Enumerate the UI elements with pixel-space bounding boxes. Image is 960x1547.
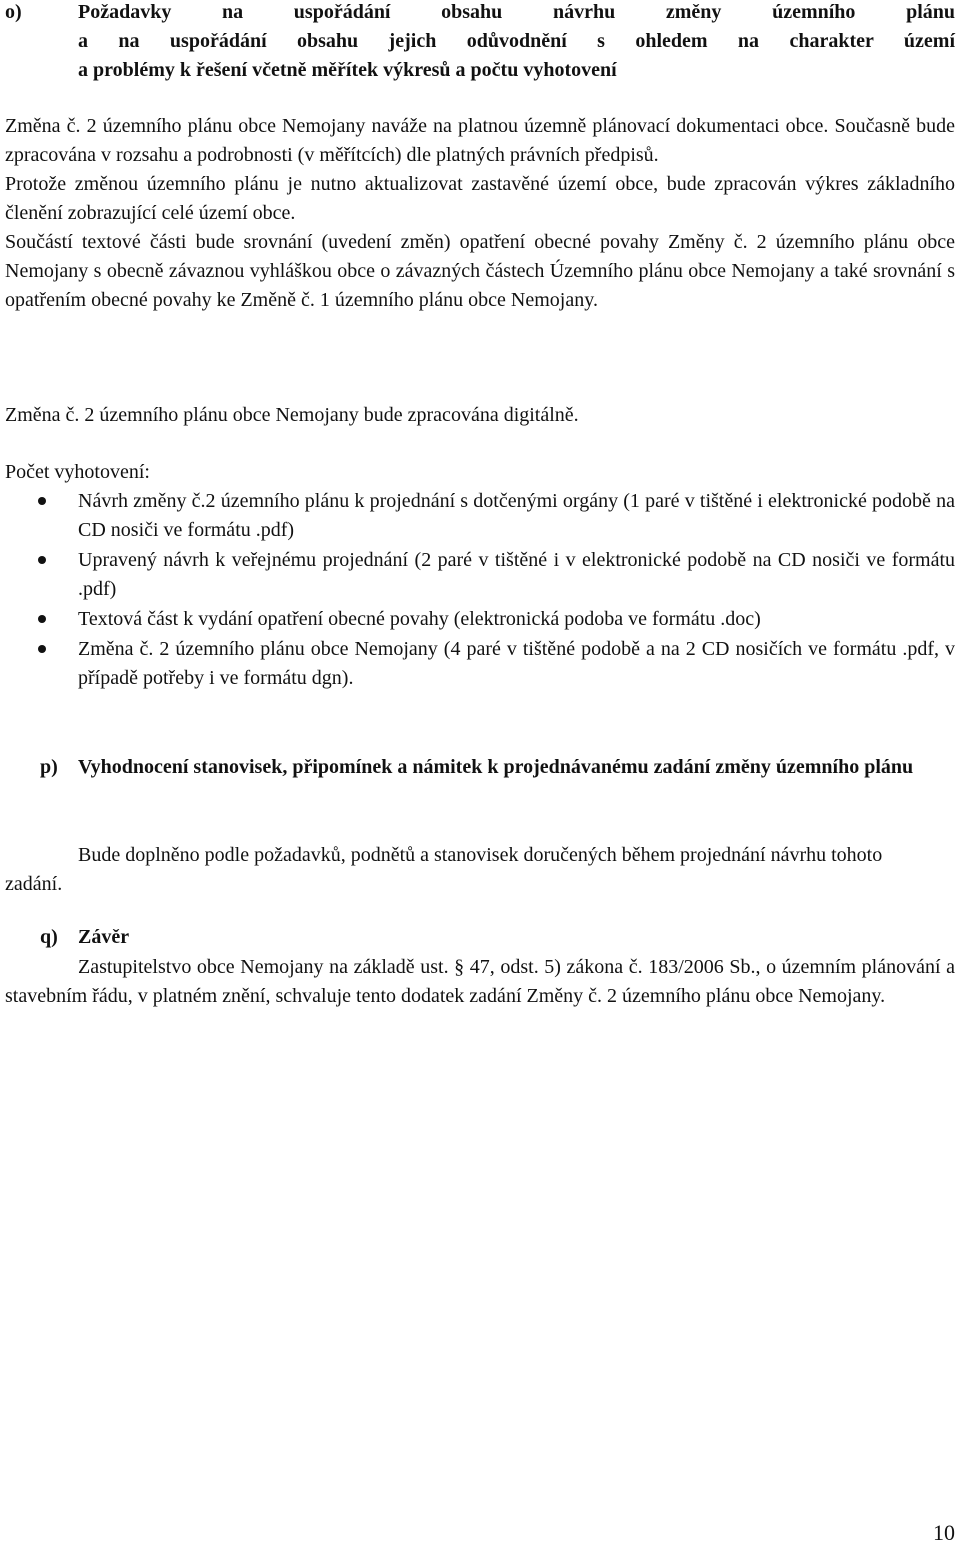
paragraph-3: Součástí textové části bude srovnání (uvedení změn) opatření obecné povahy Změny č. 2 územního plánu obce Nemojany s obecně závaznou vyhláškou obce o závazných částech Územního plánu obce Nemojany a také srovnání s opatřením obecné povahy ke Změně č. 1 územního plánu obce Nemojany.: [5, 231, 955, 311]
section-o-title-line2: a na uspořádání obsahu jejich odůvodnění s ohledem na charakter území: [78, 30, 955, 52]
section-p-heading: [5, 753, 955, 782]
section-p-paragraph: Bude doplněno podle požadavků, podnětů a stanovisek doručených během projednání návrhu tohoto zadání.: [5, 844, 883, 895]
section-o-title-line1: Požadavky na uspořádání obsahu návrhu změny územního plánu: [78, 1, 955, 23]
section-o-digital: [5, 401, 955, 430]
paragraph-1: Změna č. 2 územního plánu obce Nemojany naváže na platnou územně plánovací dokumentaci obce. Současně bude zpracována v rozsahu a podrobnosti (v měřítcích) dle platných právních předpisů.: [5, 115, 955, 166]
section-q-body: [5, 953, 955, 1011]
copies-title: Počet vyhotovení:: [5, 461, 150, 483]
section-o-title-line3: a problémy k řešení včetně měřítek výkresů a počtu vyhotovení: [78, 59, 617, 81]
section-o-body: [5, 112, 955, 315]
bullet-icon: [38, 556, 46, 564]
section-q-paragraph: Zastupitelstvo obce Nemojany na základě ust. § 47, odst. 5) zákona č. 183/2006 Sb., o územním plánování a stavebním řádu, v platném znění, schvaluje tento dodatek zadání Změny č. 2 územního plánu obce Nemojany.: [5, 956, 955, 1007]
section-o-heading: [5, 0, 955, 85]
section-o-label: o): [5, 1, 22, 23]
section-p-body: [5, 841, 915, 899]
bullet-icon: [38, 615, 46, 623]
section-p-title: Vyhodnocení stanovisek, připomínek a námitek k projednávanému zadání změny územního plánu: [78, 756, 914, 778]
section-p-label: p): [40, 756, 58, 778]
section-q-title: Závěr: [78, 926, 130, 948]
copies-list: [5, 487, 955, 693]
list-item: Upravený návrh k veřejnému projednání (2 paré v tištěné i v elektronické podobě na CD nosiči ve formátu .pdf): [5, 546, 955, 604]
page-number: 10: [933, 1520, 955, 1545]
bullet-icon: [38, 645, 46, 653]
list-item: Návrh změny č.2 územního plánu k projednání s dotčenými orgány (1 paré v tištěné i elektronické podobě na CD nosiči ve formátu .pdf): [5, 487, 955, 545]
section-q-heading: [5, 923, 955, 952]
list-item: Textová část k vydání opatření obecné povahy (elektronická podoba ve formátu .doc): [5, 605, 955, 634]
list-item: Změna č. 2 územního plánu obce Nemojany (4 paré v tištěné podobě a na 2 CD nosičích ve formátu .pdf, v případě potřeby i ve formátu dgn).: [5, 635, 955, 693]
copies-block: [5, 458, 955, 694]
paragraph-4: Změna č. 2 územního plánu obce Nemojany bude zpracována digitálně.: [5, 404, 579, 426]
bullet-icon: [38, 497, 46, 505]
paragraph-2: Protože změnou územního plánu je nutno aktualizovat zastavěné území obce, bude zpracován výkres základního členění zobrazující celé území obce.: [5, 173, 955, 224]
section-q-label: q): [40, 926, 58, 948]
